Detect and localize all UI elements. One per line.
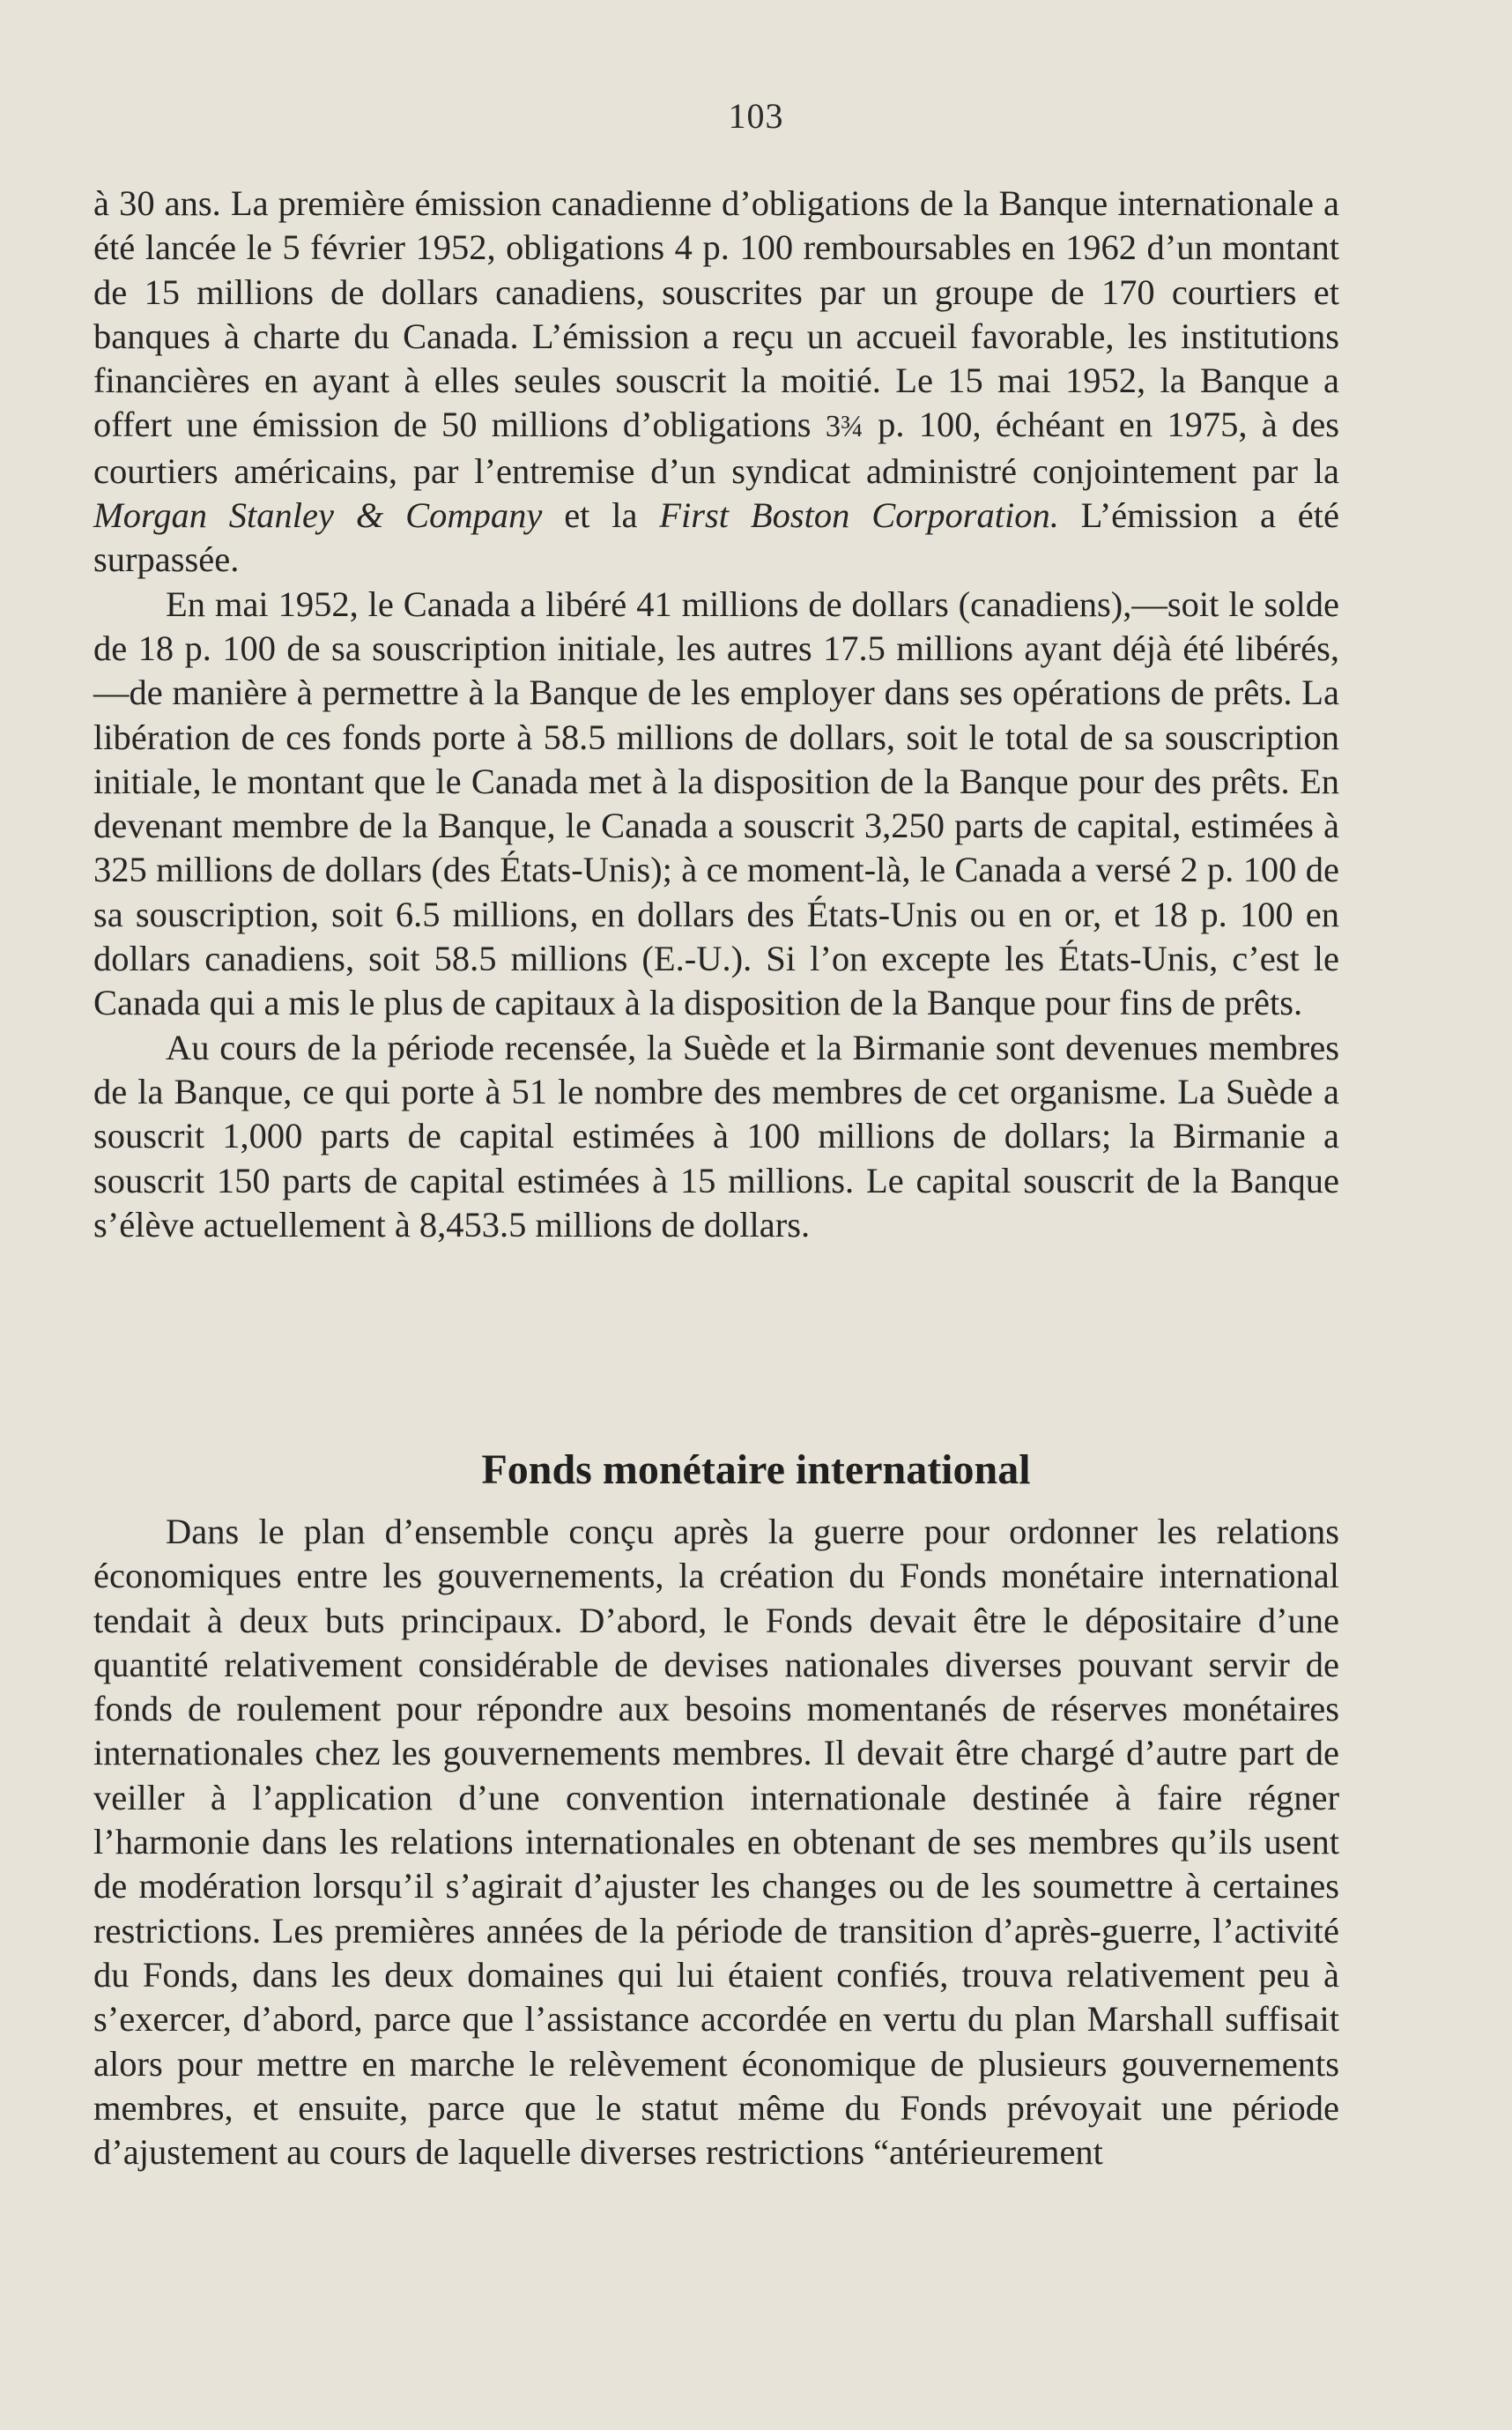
text-run: à 30 ans. La première émission canadienne d’obligations de la Banque internationale a été lancée le 5 février 1952, obligations 4 p. 100 remboursables en 1962 d’un montant de 15 millions de dollars canadiens, souscrites par un groupe de 170 courtiers et banques à charte du Canada. L’émission a reçu un accueil favorable, les institutions financières en ayant à elles seules souscrit la moitié. Le 15 mai 1952, la Banque a offert une émission de 50 millions d’obligations	[93, 183, 1339, 445]
italic-text: First Boston Corporation.	[659, 495, 1059, 536]
page-number: 103	[728, 96, 784, 136]
text-run: En mai 1952, le Canada a libéré 41 millions de dollars (canadiens),—soit le solde de 18 p. 100 de sa souscription initiale, les autres 17.5 millions ayant déjà été libérés,—de manière à permettre à la Banque de les employer dans ses opérations de prêts. La libération de ces fonds porte à 58.5 millions de dollars, soit le total de sa souscription initiale, le montant que le Canada met à la disposition de la Banque pour des prêts. En devenant membre de la Banque, le Canada a souscrit 3,250 parts de capital, estimées à 325 millions de dollars (des États-Unis); à ce moment-là, le Canada a versé 2 p. 100 de sa souscription, soit 6.5 millions, en dollars des États-Unis ou en or, et 18 p. 100 en dollars canadiens, soit 58.5 millions (E.-U.). Si l’on excepte les États-Unis, c’est le Canada qui a mis le plus de capitaux à la disposition de la Banque pour fins de prêts.	[93, 583, 1339, 1023]
paragraph	[93, 583, 1339, 1026]
text-run: Dans le plan d’ensemble conçu après la guerre pour ordonner les relations économiques entre les gouvernements, la création du Fonds monétaire international tendait à deux buts principaux. D’abord, le Fonds devait être le dépositaire d’une quantité relativement considérable de devises nationales diverses pouvant servir de fonds de roulement pour répondre aux besoins momentanés de réserves monétaires internationales chez les gouvernements membres. Il devait être chargé d’autre part de veiller à l’application d’une convention internationale destinée à faire régner l’harmonie dans les relations internationales en obtenant de ses membres qu’ils usent de modération lorsqu’il s’agirait d’ajuster les changes ou de les soumettre à certaines restrictions. Les premières années de la période de transition d’après-guerre, l’activité du Fonds, dans les deux domaines qui lui étaient confiés, trouva relativement peu à s’exercer, d’abord, parce que l’assistance accordée en vertu du plan Marshall suffisait alors pour mettre en marche le relèvement économique de plusieurs gouvernements membres, et ensuite, parce que le statut même du Fonds prévoyait une période d’ajustement au cours de laquelle diverses restrictions “antérieurement	[93, 1512, 1339, 2173]
text-run: et la	[542, 495, 660, 536]
body-text-top	[93, 182, 1339, 1247]
text-run: L’émission a été surpassée.	[93, 495, 1339, 580]
section-heading: Fonds monétaire international	[481, 1446, 1031, 1493]
text-run: p. 100, échéant en 1975, à des courtiers américains, par l’entremise d’un syndicat administré conjointement par la	[93, 405, 1339, 491]
text-run: Au cours de la période recensée, la Suède et la Birmanie sont devenues membres de la Banque, ce qui porte à 51 le nombre des membres de cet organisme. La Suède a souscrit 1,000 parts de capital estimées à 100 millions de dollars; la Birmanie a souscrit 150 parts de capital estimées à 15 millions. Le capital souscrit de la Banque s’élève actuellement à 8,453.5 millions de dollars.	[93, 1027, 1339, 1245]
paragraph	[93, 182, 1339, 583]
paragraph	[93, 1026, 1339, 1247]
body-text-bottom	[93, 1510, 1339, 2174]
italic-text: Morgan Stanley & Company	[93, 495, 543, 536]
fraction-text: 3¾	[825, 410, 863, 444]
paragraph	[93, 1510, 1339, 2174]
